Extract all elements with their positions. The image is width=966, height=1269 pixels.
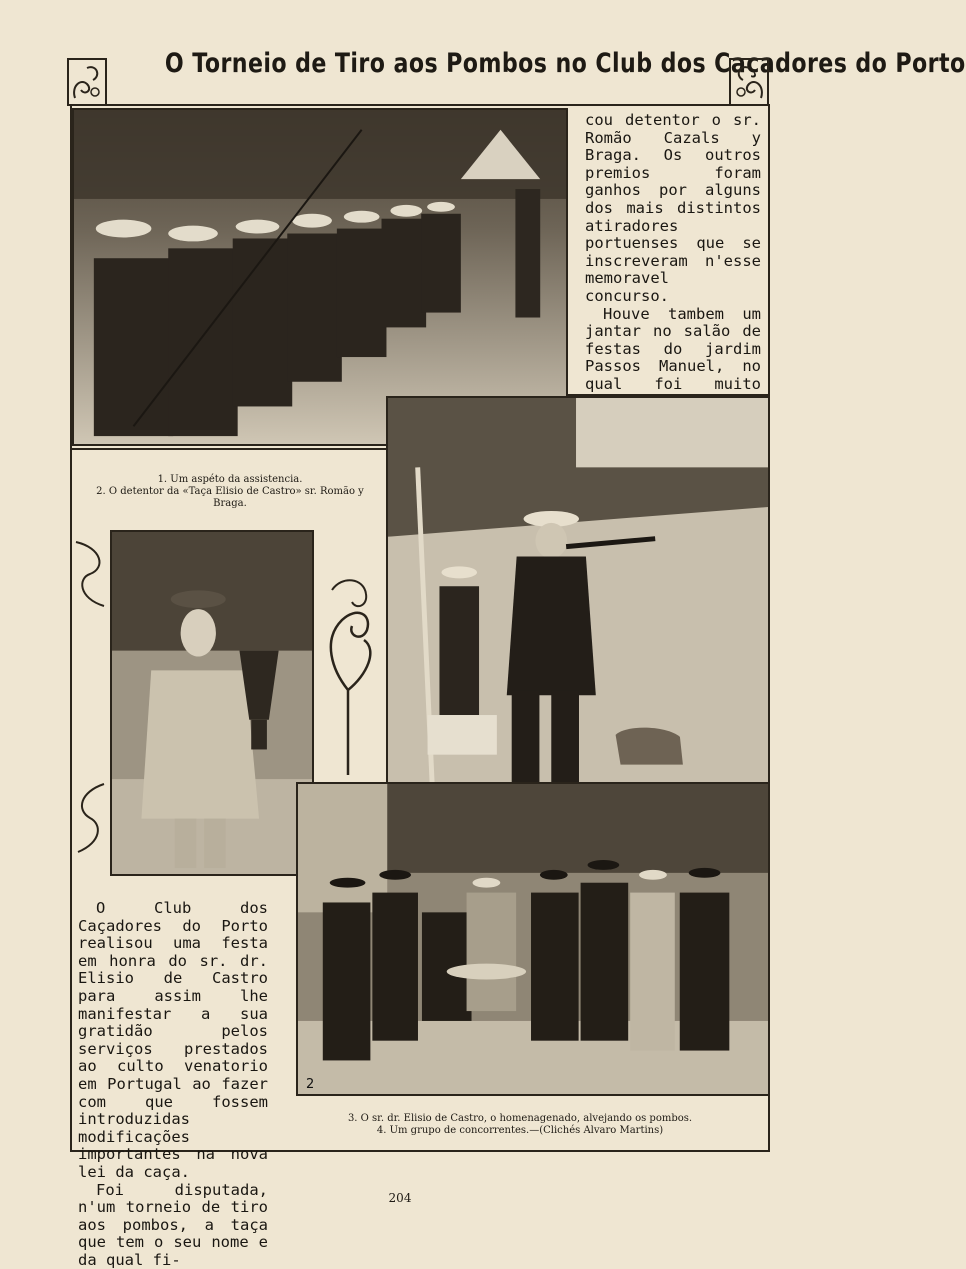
paragraph: Houve tambem um jantar no salão de festas do jardim Passos Manuel, no qual foi muito xyxy=(585,306,761,464)
paragraph: Foi disputada, n'um torneio de tiro aos pombos, a taça que tem o seu nome e da qual fi- xyxy=(78,1182,268,1269)
caption-line: 2. O detentor da «Taça Elisio de Castro» sr. Romão y Braga. xyxy=(80,486,380,510)
photo-trophy-holder xyxy=(110,530,314,876)
vine-ornament xyxy=(312,570,384,780)
caption-line: 3. O sr. dr. Elisio de Castro, o homenagenado, alvejando os pombos. xyxy=(300,1113,740,1125)
photo-group-of-competitors xyxy=(296,782,770,1096)
article-text-bottom-left xyxy=(78,900,268,1269)
caption-photos-3-4 xyxy=(300,1113,740,1137)
photo-shooter xyxy=(386,396,770,828)
page-number: 204 xyxy=(0,1191,800,1205)
paragraph: cou detentor o sr. Romão Cazals y Braga. Os outros premios foram ganhos por alguns dos mais distintos atiradores portuenses que se inscreveram n'esse memoravel concurso. xyxy=(585,112,761,306)
caption-line: 1. Um aspéto da assistencia. xyxy=(80,474,380,486)
caption-line: 4. Um grupo de concorrentes.—(Clichés Alvaro Martins) xyxy=(300,1125,740,1137)
page-title: O Torneio de Tiro aos Pombos no Club dos Caçadores do Porto xyxy=(165,48,665,79)
caption-photos-1-2 xyxy=(80,474,380,510)
divider xyxy=(70,448,386,450)
photo-number-label: 2 xyxy=(306,1077,314,1092)
art-nouveau-ornament-left xyxy=(67,58,107,106)
paragraph: O Club dos Caçadores do Porto realisou uma festa em honra do sr. dr. Elisio de Castro para assim lhe manifestar a sua gratidão pelos serviços prestados ao culto venatorio em Portugal ao fazer com que fossem introduzidas modificações importantes na nova lei da caça. xyxy=(78,900,268,1182)
art-nouveau-ornament-right xyxy=(729,58,769,106)
side-ornament-bottom xyxy=(72,780,108,856)
side-ornament-top xyxy=(72,538,108,610)
